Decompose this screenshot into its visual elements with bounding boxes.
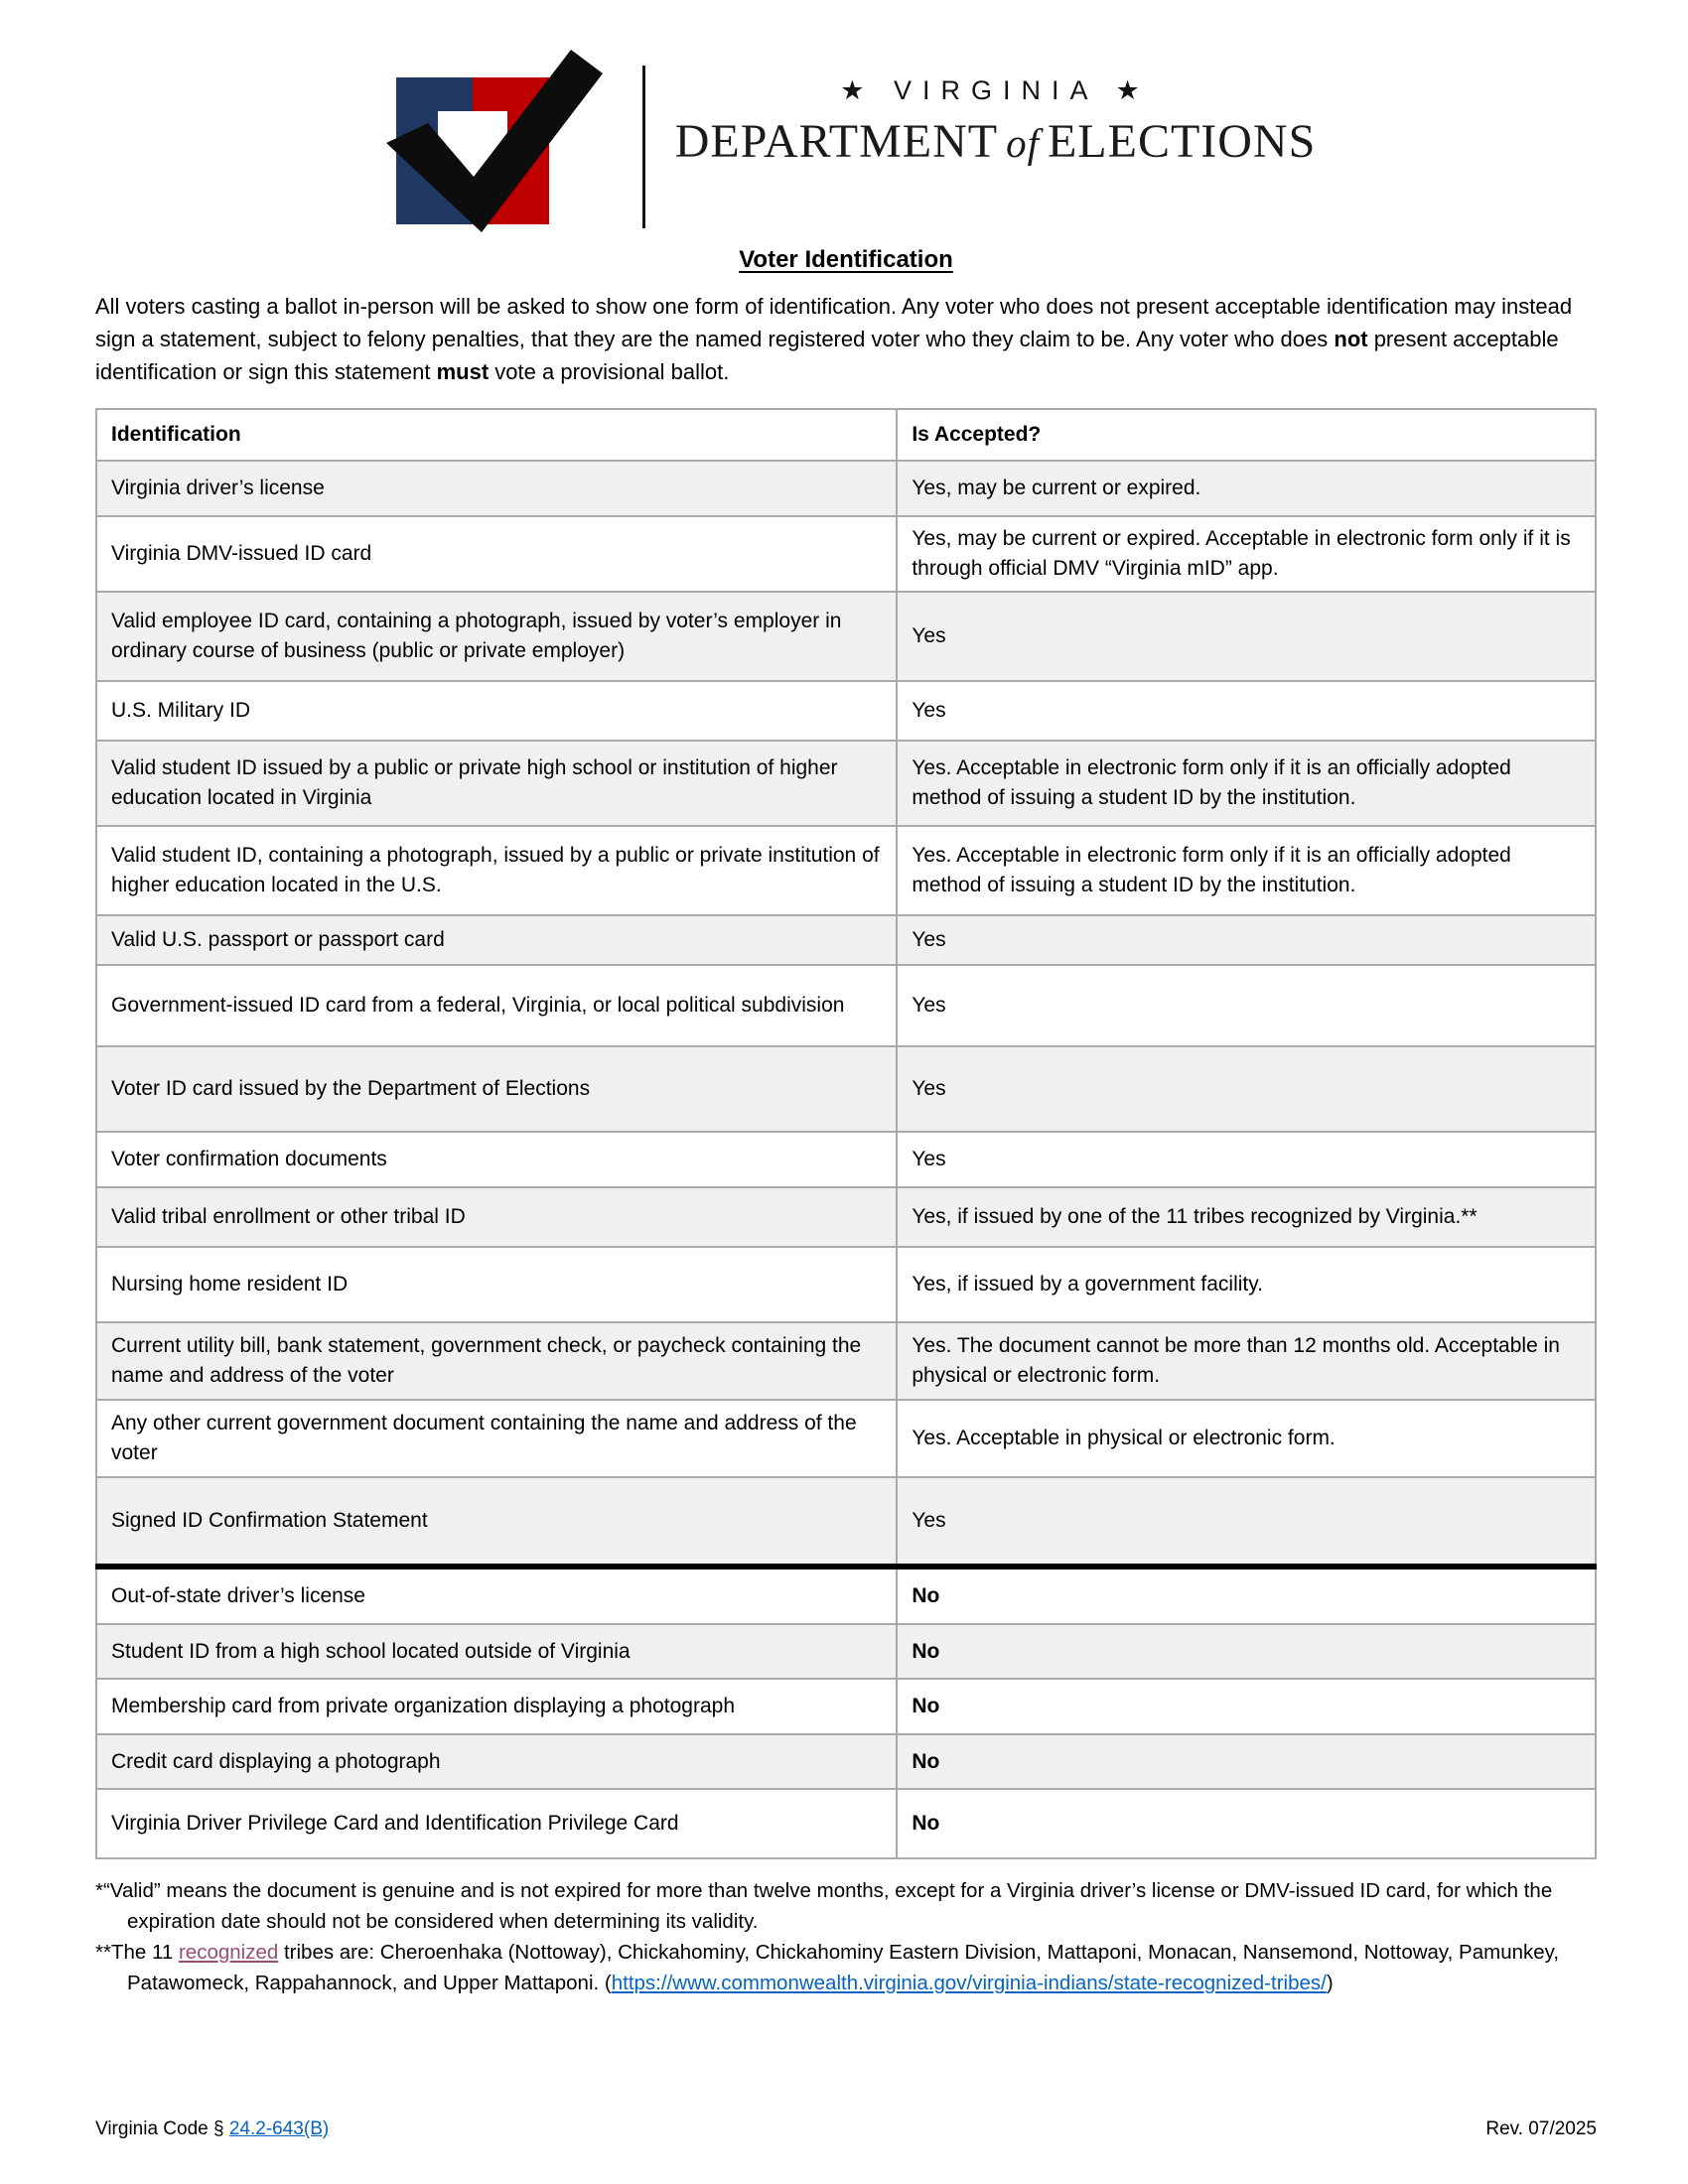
accepted-cell: Yes, may be current or expired. bbox=[897, 461, 1596, 516]
checkmark-ballot-icon bbox=[376, 46, 613, 236]
accepted-cell: Yes bbox=[897, 1477, 1596, 1567]
brand-text bbox=[675, 75, 1317, 169]
accepted-cell: Yes bbox=[897, 592, 1596, 681]
footer-revision-date: Rev. 07/2025 bbox=[1485, 2118, 1597, 2139]
table-row bbox=[96, 1789, 1596, 1858]
footer-code-reference bbox=[95, 2118, 329, 2140]
brand-virginia-line: ★ VIRGINIA ★ bbox=[840, 75, 1151, 105]
identification-cell: Government-issued ID card from a federal, Virginia, or local political subdivision bbox=[96, 965, 897, 1046]
accepted-cell: Yes. Acceptable in electronic form only if it is an officially adopted method of issuing a student ID by the institution. bbox=[897, 826, 1596, 915]
table-row bbox=[96, 461, 1596, 516]
accepted-cell: Yes. Acceptable in physical or electronic form. bbox=[897, 1400, 1596, 1477]
text-segment: The 11 bbox=[110, 1941, 179, 1964]
footnote bbox=[95, 1875, 1597, 1937]
table-row bbox=[96, 1567, 1596, 1624]
accepted-cell: No bbox=[897, 1734, 1596, 1789]
table-header-row bbox=[96, 409, 1596, 461]
accepted-cell: No bbox=[897, 1789, 1596, 1858]
identification-cell: Virginia Driver Privilege Card and Identification Privilege Card bbox=[96, 1789, 897, 1858]
intro-paragraph bbox=[95, 290, 1597, 388]
id-table-body bbox=[96, 461, 1596, 1858]
identification-cell: Valid U.S. passport or passport card bbox=[96, 915, 897, 965]
text-segment: Virginia Code § bbox=[95, 2118, 229, 2139]
table-row bbox=[96, 681, 1596, 741]
identification-cell: Valid student ID, containing a photograph, issued by a public or private institution of higher education located in the U.S. bbox=[96, 826, 897, 915]
table-row bbox=[96, 1247, 1596, 1322]
table-row bbox=[96, 1679, 1596, 1734]
table-row bbox=[96, 1400, 1596, 1477]
table-row bbox=[96, 1322, 1596, 1400]
accepted-cell: Yes bbox=[897, 1132, 1596, 1187]
page-title: Voter Identification bbox=[739, 246, 953, 273]
text-segment: not bbox=[1334, 327, 1368, 351]
accepted-cell: Yes bbox=[897, 965, 1596, 1046]
inline-link[interactable]: https://www.commonwealth.virginia.gov/virginia-indians/state-recognized-tribes/ bbox=[611, 1972, 1327, 1994]
identification-cell: Student ID from a high school located outside of Virginia bbox=[96, 1624, 897, 1679]
table-row bbox=[96, 965, 1596, 1046]
voter-id-table bbox=[95, 408, 1597, 1859]
inline-link[interactable]: 24.2-643(B) bbox=[228, 2118, 330, 2139]
table-row bbox=[96, 1187, 1596, 1247]
column-header-identification: Identification bbox=[96, 409, 897, 461]
table-row bbox=[96, 915, 1596, 965]
brand-divider bbox=[642, 66, 645, 228]
accepted-cell: Yes bbox=[897, 681, 1596, 741]
accepted-cell: Yes. The document cannot be more than 12 months old. Acceptable in physical or electronic form. bbox=[897, 1322, 1596, 1400]
brand-header bbox=[95, 46, 1597, 242]
table-row bbox=[96, 592, 1596, 681]
footnote bbox=[95, 1937, 1597, 1998]
text-segment: must bbox=[436, 359, 490, 384]
accepted-cell: No bbox=[897, 1567, 1596, 1624]
identification-cell: Voter confirmation documents bbox=[96, 1132, 897, 1187]
text-segment: tribes are: Cheroenhaka (Nottoway), Chickahominy, Chickahominy Eastern Division, Mattaponi, Monacan, Nansemond, Nottoway, Pamunkey, Patawomeck, Rappahannock, and Upper Mattaponi. ( bbox=[127, 1941, 1560, 1994]
accepted-cell: Yes, may be current or expired. Acceptable in electronic form only if it is through official DMV “Virginia mID” app. bbox=[897, 516, 1596, 592]
table-row bbox=[96, 1734, 1596, 1789]
inline-link-visited[interactable]: recognized bbox=[178, 1941, 279, 1964]
brand-word-of: of bbox=[1006, 120, 1040, 166]
accepted-cell: No bbox=[897, 1679, 1596, 1734]
accepted-cell: Yes, if issued by a government facility. bbox=[897, 1247, 1596, 1322]
table-row bbox=[96, 1046, 1596, 1132]
table-row bbox=[96, 741, 1596, 826]
identification-cell: Valid tribal enrollment or other tribal ID bbox=[96, 1187, 897, 1247]
footnotes bbox=[95, 1875, 1597, 1998]
table-row bbox=[96, 516, 1596, 592]
identification-cell: Voter ID card issued by the Department of Elections bbox=[96, 1046, 897, 1132]
brand-word-department: DEPARTMENT bbox=[674, 115, 999, 168]
page-footer bbox=[95, 2118, 1597, 2140]
identification-cell: Out-of-state driver’s license bbox=[96, 1567, 897, 1624]
text-segment: present acceptable identification or sign this statement bbox=[95, 327, 1559, 384]
elections-checkmark-logo bbox=[376, 46, 613, 236]
brand-department-line bbox=[675, 114, 1317, 169]
identification-cell: Valid employee ID card, containing a photograph, issued by voter’s employer in ordinary course of business (public or private employer) bbox=[96, 592, 897, 681]
table-row bbox=[96, 1477, 1596, 1567]
footnote-marker: * bbox=[95, 1879, 103, 1902]
text-segment: All voters casting a ballot in-person will be asked to show one form of identification. Any voter who does not present acceptable identification may instead sign a statement, subject to felony penalties, that they are the named registered voter who they claim to be. Any voter who does bbox=[95, 294, 1573, 351]
accepted-cell: Yes, if issued by one of the 11 tribes recognized by Virginia.** bbox=[897, 1187, 1596, 1247]
text-segment: “Valid” means the document is genuine and is not expired for more than twelve months, except for a Virginia driver’s license or DMV-issued ID card, for which the expiration date should not be considered when determining its validity. bbox=[102, 1879, 1553, 1933]
identification-cell: Virginia driver’s license bbox=[96, 461, 897, 516]
brand-word-elections: ELECTIONS bbox=[1047, 115, 1317, 168]
identification-cell: Virginia DMV-issued ID card bbox=[96, 516, 897, 592]
accepted-cell: Yes bbox=[897, 1046, 1596, 1132]
identification-cell: Credit card displaying a photograph bbox=[96, 1734, 897, 1789]
table-row bbox=[96, 1132, 1596, 1187]
table-row bbox=[96, 826, 1596, 915]
identification-cell: Current utility bill, bank statement, government check, or paycheck containing the name and address of the voter bbox=[96, 1322, 897, 1400]
footnote-marker: ** bbox=[95, 1941, 111, 1964]
accepted-cell: Yes bbox=[897, 915, 1596, 965]
identification-cell: Membership card from private organization displaying a photograph bbox=[96, 1679, 897, 1734]
identification-cell: U.S. Military ID bbox=[96, 681, 897, 741]
text-segment: ) bbox=[1326, 1972, 1334, 1994]
table-row bbox=[96, 1624, 1596, 1679]
column-header-is-accepted: Is Accepted? bbox=[897, 409, 1596, 461]
identification-cell: Valid student ID issued by a public or private high school or institution of higher education located in Virginia bbox=[96, 741, 897, 826]
text-segment: vote a provisional ballot. bbox=[489, 359, 730, 384]
accepted-cell: No bbox=[897, 1624, 1596, 1679]
accepted-cell: Yes. Acceptable in electronic form only if it is an officially adopted method of issuing a student ID by the institution. bbox=[897, 741, 1596, 826]
identification-cell: Nursing home resident ID bbox=[96, 1247, 897, 1322]
identification-cell: Any other current government document containing the name and address of the voter bbox=[96, 1400, 897, 1477]
identification-cell: Signed ID Confirmation Statement bbox=[96, 1477, 897, 1567]
